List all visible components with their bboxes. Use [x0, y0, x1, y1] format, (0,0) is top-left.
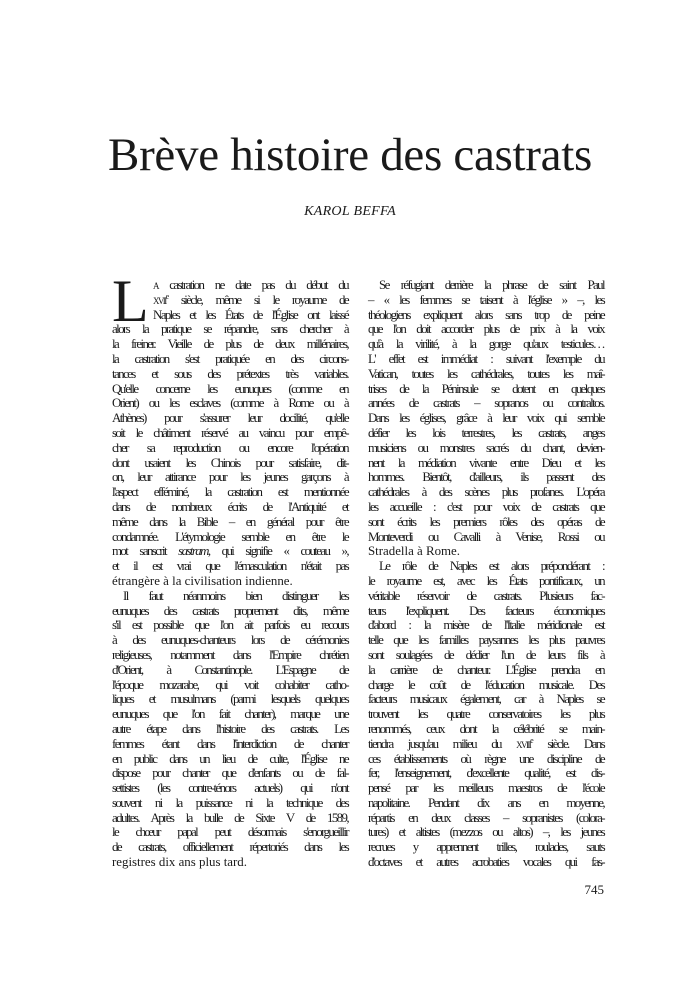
text-line: tures) et altistes (mezzos ou altos) –, les jeunes: [368, 825, 604, 840]
text-line: pensé par les meilleurs maestros de l'école: [368, 781, 604, 796]
text-line: ces établissements où règne une discipline de: [368, 751, 604, 766]
text-line: trises de la Péninsule se dotent en quelques: [368, 381, 604, 396]
text-line: l'époque mozarabe, qui voit cohabiter catho-: [112, 677, 348, 692]
text-line: alors la pratique se répandre, sans chercher à: [112, 322, 348, 337]
text-line: dans de nombreux écrits de l'Antiquité et: [112, 499, 348, 514]
text-line: recrues y apprennent trilles, roulades, sauts: [368, 840, 604, 855]
text-line: qu'à la virilité, à la gorge qu'aux testicules…: [368, 337, 604, 352]
text-line: que l'on doit accorder plus de prix à la voix: [368, 322, 604, 337]
text-line: condamnée. L'étymologie semble en être le: [112, 529, 348, 544]
paragraph: [368, 278, 604, 559]
text-line: cher sa reproduction ou encore l'opération: [112, 440, 348, 455]
text-segment: siècle. Dans: [532, 736, 604, 751]
text-segment: mot sanscrit: [112, 544, 179, 559]
text-line: dispose pour chanter que d'enfants ou de fal-: [112, 766, 348, 781]
paragraph: [368, 559, 604, 870]
text-line: répartis en deux classes – sopranistes (colora-: [368, 810, 604, 825]
text-line: années de castrats – sopranos ou contraltos.: [368, 396, 604, 411]
text-line: d'Orient, à Constantinople. L'Espagne de: [112, 662, 348, 677]
text-line: étrangère à la civilisation indienne.: [112, 573, 293, 588]
text-line: la freiner. Vieille de plus de deux millénaires,: [112, 337, 348, 352]
text-line: la carrière de chanteur. L'Église prendra en: [368, 662, 604, 677]
text-line: même dans la Bible – en général pour être: [112, 514, 348, 529]
text-line: Vatican, toutes les cathédrales, toutes les maî-: [368, 366, 604, 381]
text-line: souvent ni la puissance ni la technique des: [112, 795, 348, 810]
text-line: hommes. Bientôt, d'ailleurs, ils passent des: [368, 470, 604, 485]
text-line: Athènes) pour s'assurer leur docilité, qu'elle: [112, 411, 348, 426]
text-segment: tiendra jusqu'au milieu du: [368, 736, 517, 751]
text-line: Stradella à Rome.: [368, 544, 460, 559]
text-line: véritable réservoir de castrats. Plusieurs fac-: [368, 588, 604, 603]
text-line: liques et musulmans (parmi lesquels quelques: [112, 692, 348, 707]
text-segment: xviii: [516, 736, 531, 751]
text-line: fer, l'enseignement, d'excellente qualité, est dis-: [368, 766, 604, 781]
text-line: le royaume est, avec les États pontificaux, un: [368, 573, 604, 588]
text-line: femmes étant dans l'interdiction de chanter: [112, 736, 348, 751]
text-line: défier les lois terrestres, les castrats, anges: [368, 425, 604, 440]
text-line: napolitaine. Pendant dix ans en moyenne,: [368, 795, 604, 810]
text-line: adultes. Après la bulle de Sixte V de 1589,: [112, 810, 348, 825]
text-segment: e: [165, 291, 168, 301]
text-line: Orient) ou les esclaves (comme à Rome ou à: [112, 396, 348, 411]
article-author: KAROL BEFFA: [304, 204, 396, 219]
text-line: soit le châtiment réservé au vaincu pour empê-: [112, 425, 348, 440]
text-line: Naples et les États de l'Église ont laissé: [153, 307, 348, 322]
text-line: on, leur attirance pour les jeunes garçons à: [112, 470, 348, 485]
text-column-left: [112, 268, 348, 870]
text-line: facteurs musicaux également, car à Naples se: [368, 692, 604, 707]
text-line: tances et sous des prétextes très variables.: [112, 366, 348, 381]
italic-text: sastram: [178, 544, 208, 559]
text-line: – « les femmes se taisent à l'église » –, les: [368, 292, 604, 307]
text-line: l'aspect efféminé, la castration est mentionnée: [112, 485, 348, 500]
text-line: dont usaient les Chinois pour satisfaire, dit-: [112, 455, 348, 470]
text-segment: e: [530, 735, 533, 745]
text-line: Se réfugiant derrière la phrase de saint Paul: [379, 278, 604, 292]
text-line: autre étape dans l'histoire des castrats. Les: [112, 721, 348, 736]
text-line: eunuques que l'on fait chanter), marque une: [112, 707, 348, 722]
text-line: sont soulagées de dédier l'un de leurs fils à: [368, 647, 604, 662]
text-line: [368, 737, 604, 752]
text-line: théologiens expliquent alors sans trop de peine: [368, 307, 604, 322]
text-line: cathédrales à des scènes plus profanes. L'opéra: [368, 485, 604, 500]
text-line: settistes (les contre-ténors actuels) qui n'ont: [112, 781, 348, 796]
text-segment: siècle, même si le royaume de: [167, 292, 348, 307]
text-line: musiciens ou monstres sacrés du chant, devien-: [368, 440, 604, 455]
text-line: de castrats, officiellement répertoriés dans les: [112, 840, 348, 855]
text-segment: xvii: [153, 292, 166, 307]
drop-cap: L: [112, 268, 149, 334]
text-line: la castration s'est pratiquée en des circons-: [112, 351, 348, 366]
text-segment: , qui signifie « couteau »,: [207, 544, 348, 559]
text-line: trouvent les quatre conservatoires les plus: [368, 707, 604, 722]
text-column-right: [368, 278, 604, 870]
text-segment: castration ne date pas du début du: [157, 278, 348, 292]
text-line: Dans les églises, grâce à leur voix qui semble: [368, 411, 604, 426]
text-line: à des eunuques-chanteurs lors de cérémonies: [112, 633, 348, 648]
text-line: teurs l'expliquent. Des facteurs économiques: [368, 603, 604, 618]
text-line: s'il est possible que l'on ait parfois eu recours: [112, 618, 348, 633]
text-line: registres dix ans plus tard.: [112, 855, 247, 870]
text-line: Le rôle de Naples est alors prépondérant :: [379, 559, 604, 574]
text-line: renommés, ceux dont la célébrité se main-: [368, 721, 604, 736]
text-line: Monteverdi ou Cavalli à Venise, Rossi ou: [368, 529, 604, 544]
text-line: L' effet est immédiat : suivant l'exemple du: [368, 351, 604, 366]
text-line: sont écrits les premiers rôles des opéras de: [368, 514, 604, 529]
text-line: Qu'elle concerne les eunuques (comme en: [112, 381, 348, 396]
text-segment: a: [153, 278, 158, 292]
article-title: Brève histoire des castrats: [108, 129, 592, 181]
text-line: [112, 544, 348, 559]
text-line: nent la médiation vivante entre Dieu et les: [368, 455, 604, 470]
text-line: religieuses, notamment dans l'Empire chrétien: [112, 647, 348, 662]
paragraph: [112, 589, 348, 870]
text-line: en public dans un lieu de culte, l'Église ne: [112, 751, 348, 766]
text-line: eunuques des castrats proprement dits, même: [112, 603, 348, 618]
text-line: le chœur papal peut désormais s'enorgueillir: [112, 825, 348, 840]
page-number: 745: [584, 882, 604, 897]
text-line: les accueille : c'est pour voix de castrats que: [368, 499, 604, 514]
text-line: telle que les familles paysannes les plus pauvres: [368, 633, 604, 648]
text-line: et il est vrai que l'émasculation n'était pas: [112, 559, 348, 574]
text-line: d'octaves et autres acrobaties vocales qui fas-: [368, 855, 604, 870]
text-line: charge le coût de l'éducation musicale. Des: [368, 677, 604, 692]
text-line: Il faut néanmoins bien distinguer les: [123, 588, 348, 603]
text-line: d'abord : la misère de l'Italie méridionale est: [368, 618, 604, 633]
